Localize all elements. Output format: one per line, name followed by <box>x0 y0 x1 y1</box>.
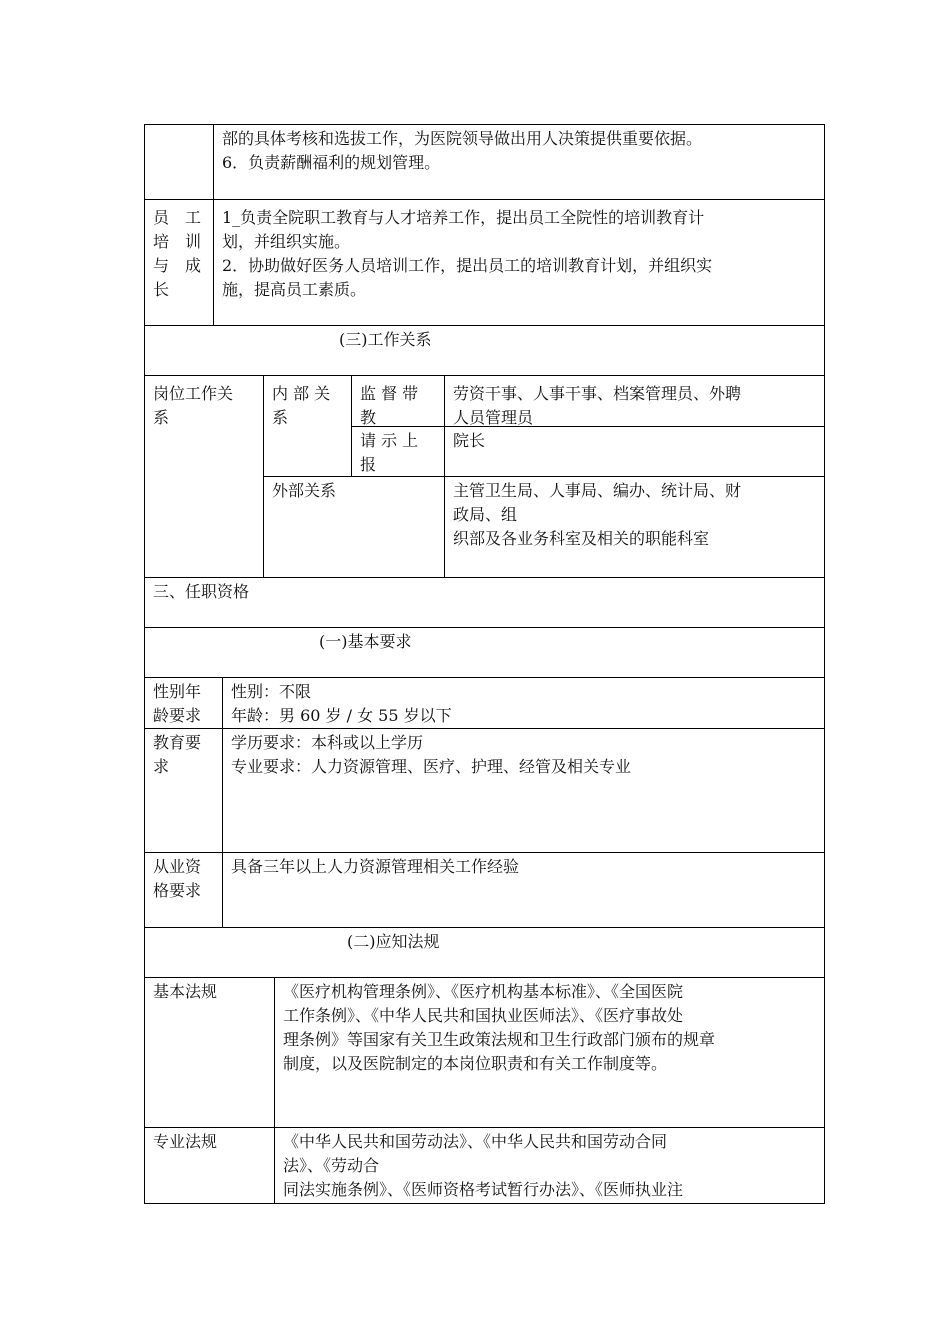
gender-age-label: 性别年 <box>153 682 202 701</box>
training-content-cell <box>213 200 825 326</box>
regulations-heading: (二)应知法规 <box>347 932 440 951</box>
experience-value-cell <box>222 853 825 928</box>
duties-content-cell <box>213 124 825 200</box>
professional-regulations-line: 同法实施条例》、《医师资格考试暂行办法》、《医师执业注 <box>283 1180 684 1199</box>
regulations-heading-cell <box>144 928 825 978</box>
education-value-cell <box>222 729 825 853</box>
external-value-cell <box>444 477 825 578</box>
work-relations-heading: (三)工作关系 <box>339 330 432 349</box>
experience-label: 格要求 <box>153 881 202 900</box>
supervise-value: 劳资干事、人事干事、档案管理员、外聘 <box>453 384 742 403</box>
gender-value: 性别：不限 <box>231 682 312 701</box>
gender-age-value-cell <box>222 678 825 729</box>
supervise-value-cell <box>444 376 825 427</box>
job-relations-label-cell <box>144 376 263 578</box>
experience-label: 从业资 <box>153 857 202 876</box>
report-label-cell <box>351 427 444 477</box>
report-value: 院长 <box>453 431 486 450</box>
training-line: 划，并组织实施。 <box>222 232 351 251</box>
internal-label: 内 部 关 <box>272 384 331 403</box>
basic-regulations-value-cell <box>274 978 825 1128</box>
qualifications-heading: 三、任职资格 <box>153 582 250 601</box>
training-label: 与 成 <box>153 256 202 275</box>
experience-label-cell <box>144 853 222 928</box>
training-line: 2．协助做好医务人员培训工作，提出员工的培训教育计划，并组织实 <box>222 256 713 275</box>
professional-regulations-line: 法》、《劳动合 <box>283 1156 380 1175</box>
training-line: 施，提高员工素质。 <box>222 280 367 299</box>
basic-regulations-label: 基本法规 <box>153 982 218 1001</box>
age-value: 年龄：男 60 岁 / 女 55 岁以下 <box>231 706 452 725</box>
education-label-cell <box>144 729 222 853</box>
qualifications-heading-cell <box>144 578 825 628</box>
external-label-cell <box>263 477 444 578</box>
basic-requirements-heading: (一)基本要求 <box>319 632 412 651</box>
supervise-label-cell <box>351 376 444 427</box>
training-label: 长 <box>153 280 170 299</box>
internal-label: 系 <box>272 408 289 427</box>
basic-regulations-line: 《医疗机构管理条例》、《医疗机构基本标准》、《全国医院 <box>283 982 684 1001</box>
external-value: 主管卫生局、人事局、编办、统计局、财 <box>453 481 742 500</box>
experience-value: 具备三年以上人力资源管理相关工作经验 <box>231 857 520 876</box>
external-value: 织部及各业务科室及相关的职能科室 <box>453 529 710 548</box>
training-label: 员 工 <box>153 208 202 227</box>
education-label: 求 <box>153 757 170 776</box>
gender-age-label-cell <box>144 678 222 729</box>
basic-regulations-line: 制度，以及医院制定的本岗位职责和有关工作制度等。 <box>283 1054 668 1073</box>
major-value: 专业要求：人力资源管理、医疗、护理、经管及相关专业 <box>231 757 632 776</box>
supervise-label: 监 督 带 <box>360 384 419 403</box>
basic-regulations-label-cell <box>144 978 274 1128</box>
report-value-cell <box>444 427 825 477</box>
external-label: 外部关系 <box>272 481 337 500</box>
duties-line: 6．负责薪酬福利的规划管理。 <box>222 153 441 172</box>
professional-regulations-label: 专业法规 <box>153 1132 218 1151</box>
professional-regulations-line: 《中华人民共和国劳动法》、《中华人民共和国劳动合同 <box>283 1132 668 1151</box>
job-relations-label: 岗位工作关 <box>153 384 234 403</box>
duties-line: 部的具体考核和选拔工作，为医院领导做出用人决策提供重要依据。 <box>222 129 703 148</box>
training-label: 培 训 <box>153 232 202 251</box>
training-label-cell <box>144 200 213 326</box>
professional-regulations-value-cell <box>274 1128 825 1204</box>
internal-label-cell <box>263 376 351 477</box>
report-label: 请 示 上 <box>360 431 419 450</box>
external-value: 政局、组 <box>453 505 518 524</box>
work-relations-heading-cell <box>144 326 825 376</box>
basic-regulations-line: 工作条例》、《中华人民共和国执业医师法》、《医疗事故处 <box>283 1006 684 1025</box>
degree-value: 学历要求：本科或以上学历 <box>231 733 424 752</box>
professional-regulations-label-cell <box>144 1128 274 1204</box>
supervise-value: 人员管理员 <box>453 408 534 427</box>
gender-age-label: 龄要求 <box>153 706 202 725</box>
basic-regulations-line: 理条例》等国家有关卫生政策法规和卫生行政部门颁布的规章 <box>283 1030 716 1049</box>
job-relations-label: 系 <box>153 408 170 427</box>
basic-requirements-heading-cell <box>144 628 825 678</box>
report-label: 报 <box>360 455 377 474</box>
supervise-label: 教 <box>360 408 377 427</box>
education-label: 教育要 <box>153 733 202 752</box>
duties-label-cell <box>144 124 213 200</box>
training-line: 1_负责全院职工教育与人才培养工作，提出员工全院性的培训教育计 <box>222 208 705 227</box>
